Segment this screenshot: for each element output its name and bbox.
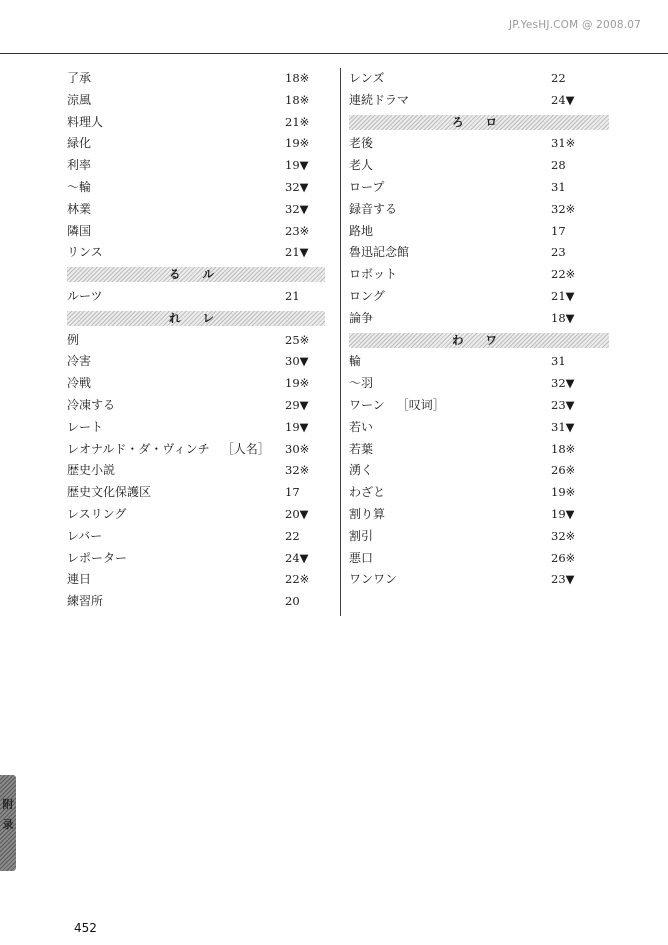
index-entry bbox=[349, 439, 609, 461]
header-rule bbox=[0, 53, 668, 54]
entry-term bbox=[349, 482, 385, 504]
index-entry bbox=[67, 155, 325, 177]
index-entry bbox=[349, 199, 609, 221]
index-entry bbox=[67, 330, 325, 352]
index-entry bbox=[67, 504, 325, 526]
entry-term bbox=[67, 199, 91, 221]
entry-page-ref: 17 bbox=[551, 223, 566, 238]
entry-term bbox=[349, 155, 373, 177]
entry-term-text: 冷戦 bbox=[67, 376, 92, 391]
section-header-label: わ ワ bbox=[349, 333, 609, 348]
entry-term bbox=[67, 460, 115, 482]
entry-page-ref: 23▼ bbox=[551, 397, 575, 412]
index-entry bbox=[349, 90, 609, 112]
entry-term bbox=[67, 330, 79, 352]
entry-term-text: ワンワン bbox=[349, 572, 398, 587]
entry-term bbox=[349, 373, 373, 395]
index-entry bbox=[67, 569, 325, 591]
entry-page-ref: 22 bbox=[551, 71, 566, 85]
entry-term bbox=[349, 133, 373, 155]
column-divider bbox=[340, 68, 341, 616]
index-entry bbox=[349, 373, 609, 395]
entry-page-ref: 24▼ bbox=[285, 550, 309, 565]
entry-page-ref: 23 bbox=[551, 245, 566, 260]
entry-term-text: レスリング bbox=[67, 506, 127, 521]
entry-page-ref: 19※ bbox=[285, 136, 310, 151]
page-number: 452 bbox=[74, 921, 97, 935]
entry-page-ref: 32※ bbox=[551, 528, 576, 543]
entry-page-ref: 18※ bbox=[285, 92, 310, 107]
index-entry bbox=[67, 548, 325, 570]
index-entry bbox=[67, 242, 325, 264]
entry-page-ref: 30※ bbox=[285, 441, 310, 456]
entry-term bbox=[349, 221, 373, 243]
entry-page-ref: 22※ bbox=[285, 572, 310, 587]
section-header-label: れ レ bbox=[67, 311, 325, 326]
entry-page-ref: 28 bbox=[551, 158, 566, 173]
entry-term-text: 歴史小説 bbox=[67, 463, 116, 478]
entry-term-text: 了承 bbox=[67, 71, 92, 85]
entry-page-ref: 31 bbox=[551, 354, 566, 369]
section-header bbox=[349, 330, 609, 352]
index-entry bbox=[349, 351, 609, 373]
entry-term bbox=[349, 264, 397, 286]
entry-term-text: 林業 bbox=[67, 201, 92, 216]
index-entry bbox=[349, 569, 609, 591]
entry-term-text: 若い bbox=[349, 419, 374, 434]
entry-page-ref: 32▼ bbox=[551, 376, 575, 391]
index-entry bbox=[349, 155, 609, 177]
entry-page-ref: 31 bbox=[551, 179, 566, 194]
entry-term bbox=[67, 155, 91, 177]
entry-term-text: 論争 bbox=[349, 310, 374, 325]
index-entry bbox=[67, 417, 325, 439]
index-entry bbox=[67, 68, 325, 90]
entry-page-ref: 23※ bbox=[285, 223, 310, 238]
side-tab-char: 附 bbox=[2, 798, 14, 811]
entry-page-ref: 32※ bbox=[551, 201, 576, 216]
entry-term bbox=[67, 526, 102, 548]
entry-term-text: 利率 bbox=[67, 158, 92, 173]
entry-term-text: 湧く bbox=[349, 463, 374, 478]
index-entry bbox=[349, 460, 609, 482]
index-entry bbox=[67, 351, 325, 373]
entry-term bbox=[349, 242, 409, 264]
entry-term bbox=[349, 569, 397, 591]
entry-term-text: 涼風 bbox=[67, 92, 92, 107]
entry-term-text: 緑化 bbox=[67, 136, 92, 151]
entry-term-text: 若葉 bbox=[349, 441, 374, 456]
entry-term-text: 老後 bbox=[349, 136, 374, 151]
entry-term-text: 料理人 bbox=[67, 114, 104, 129]
entry-term bbox=[67, 242, 103, 264]
entry-term-text: レポーター bbox=[67, 550, 128, 565]
index-entry bbox=[67, 221, 325, 243]
index-entry bbox=[67, 133, 325, 155]
index-entry bbox=[349, 526, 609, 548]
side-tab-char: 录 bbox=[2, 818, 14, 831]
entry-term bbox=[349, 68, 384, 90]
entry-page-ref: 19▼ bbox=[285, 158, 309, 173]
entry-term bbox=[67, 482, 151, 504]
entry-page-ref: 24▼ bbox=[551, 92, 575, 107]
index-entry bbox=[349, 395, 609, 417]
entry-term bbox=[67, 112, 103, 134]
entry-term bbox=[349, 439, 373, 461]
entry-term-text: 魯迅記念館 bbox=[349, 245, 410, 260]
index-entry bbox=[67, 460, 325, 482]
entry-page-ref: 21▼ bbox=[285, 245, 309, 260]
index-entry bbox=[67, 373, 325, 395]
entry-term bbox=[349, 526, 373, 548]
entry-term bbox=[349, 90, 409, 112]
entry-term bbox=[67, 221, 91, 243]
entry-term bbox=[349, 417, 373, 439]
entry-term-text: レバー bbox=[67, 528, 103, 543]
entry-page-ref: 20 bbox=[285, 594, 300, 609]
entry-term-text: わざと bbox=[349, 485, 386, 500]
entry-page-ref: 32▼ bbox=[285, 179, 309, 194]
entry-term bbox=[67, 548, 127, 570]
index-entry bbox=[349, 68, 609, 90]
entry-page-ref: 20▼ bbox=[285, 506, 309, 521]
entry-page-ref: 18※ bbox=[285, 71, 310, 85]
index-entry bbox=[67, 482, 325, 504]
entry-page-ref: 29▼ bbox=[285, 397, 309, 412]
entry-term-text: ～輪 bbox=[67, 179, 92, 194]
entry-term bbox=[67, 591, 103, 613]
index-entry bbox=[67, 177, 325, 199]
entry-term bbox=[67, 417, 103, 439]
entry-page-ref: 19※ bbox=[285, 376, 310, 391]
index-entry bbox=[349, 221, 609, 243]
index-entry bbox=[349, 264, 609, 286]
index-entry bbox=[349, 504, 609, 526]
section-header bbox=[67, 308, 325, 330]
entry-term-text: 歴史文化保護区 bbox=[67, 485, 152, 500]
entry-term bbox=[67, 286, 103, 308]
index-entry bbox=[67, 199, 325, 221]
entry-page-ref: 21▼ bbox=[551, 288, 575, 303]
entry-term bbox=[349, 504, 385, 526]
entry-term-text: 隣国 bbox=[67, 223, 92, 238]
index-entry bbox=[349, 482, 609, 504]
entry-term bbox=[67, 68, 91, 90]
entry-term-text: ～羽 bbox=[349, 376, 374, 391]
entry-page-ref: 31※ bbox=[551, 136, 576, 151]
entry-term-text: 例 bbox=[67, 332, 80, 347]
entry-page-ref: 17 bbox=[285, 485, 300, 500]
entry-term-text: 割り算 bbox=[349, 506, 386, 521]
entry-term bbox=[67, 569, 91, 591]
entry-term-text: 路地 bbox=[349, 223, 374, 238]
entry-term-text: 冷害 bbox=[67, 354, 92, 369]
index-entry bbox=[349, 548, 609, 570]
entry-term bbox=[349, 308, 373, 330]
entry-term-text: 録音する bbox=[349, 201, 398, 216]
index-entry bbox=[349, 286, 609, 308]
entry-term-text: ロング bbox=[349, 288, 385, 303]
entry-term bbox=[67, 395, 115, 417]
section-header bbox=[67, 264, 325, 286]
index-entry bbox=[349, 133, 609, 155]
entry-term bbox=[349, 286, 385, 308]
section-header bbox=[349, 112, 609, 134]
index-entry bbox=[67, 591, 325, 613]
entry-term-text: 輪 bbox=[349, 354, 362, 369]
side-tab-label bbox=[1, 795, 15, 835]
entry-page-ref: 26※ bbox=[551, 463, 576, 478]
entry-term bbox=[67, 90, 91, 112]
entry-page-ref: 22※ bbox=[551, 267, 576, 282]
entry-term-text: ロボット bbox=[349, 267, 398, 282]
entry-term bbox=[349, 395, 445, 417]
entry-term-text: 悪口 bbox=[349, 550, 374, 565]
entry-term bbox=[349, 351, 361, 373]
entry-term bbox=[67, 351, 91, 373]
entry-term-text: レオナルド・ダ・ヴィンチ bbox=[67, 441, 210, 456]
entry-page-ref: 21 bbox=[285, 288, 300, 303]
entry-term bbox=[67, 177, 91, 199]
entry-term bbox=[349, 177, 384, 199]
entry-page-ref: 25※ bbox=[285, 332, 310, 347]
entry-page-ref: 18※ bbox=[551, 441, 576, 456]
entry-term-text: 練習所 bbox=[67, 594, 104, 609]
site-watermark: JP.YesHJ.COM @ 2008.07 bbox=[508, 19, 641, 31]
entry-page-ref: 32※ bbox=[285, 463, 310, 478]
entry-page-ref: 22 bbox=[285, 528, 300, 543]
index-entry bbox=[67, 395, 325, 417]
entry-note: ［人名］ bbox=[221, 441, 270, 456]
entry-page-ref: 18▼ bbox=[551, 310, 575, 325]
entry-page-ref: 23▼ bbox=[551, 572, 575, 587]
entry-page-ref: 31▼ bbox=[551, 419, 575, 434]
section-header-label: る ル bbox=[67, 267, 325, 282]
entry-term-text: 老人 bbox=[349, 158, 374, 173]
entry-term-text: 冷凍する bbox=[67, 397, 116, 412]
entry-term-text: レンズ bbox=[349, 71, 385, 85]
entry-term bbox=[67, 133, 91, 155]
section-header-label: ろ ロ bbox=[349, 115, 609, 130]
entry-page-ref: 26※ bbox=[551, 550, 576, 565]
entry-term bbox=[67, 373, 91, 395]
entry-page-ref: 21※ bbox=[285, 114, 310, 129]
entry-term bbox=[349, 199, 397, 221]
entry-page-ref: 30▼ bbox=[285, 354, 309, 369]
index-entry bbox=[67, 286, 325, 308]
entry-note: ［叹词］ bbox=[396, 397, 445, 412]
entry-term bbox=[349, 460, 373, 482]
entry-term-text: ルーツ bbox=[67, 288, 103, 303]
index-entry bbox=[349, 308, 609, 330]
entry-page-ref: 19▼ bbox=[285, 419, 309, 434]
entry-term-text: 連続ドラマ bbox=[349, 92, 410, 107]
index-entry bbox=[349, 177, 609, 199]
entry-term-text: 割引 bbox=[349, 528, 374, 543]
entry-term-text: リンス bbox=[67, 245, 103, 260]
entry-term bbox=[67, 439, 270, 461]
entry-term bbox=[67, 504, 126, 526]
index-column-right bbox=[349, 68, 609, 591]
index-entry bbox=[67, 90, 325, 112]
entry-term-text: ロープ bbox=[349, 179, 385, 194]
entry-term-text: レート bbox=[67, 419, 104, 434]
index-entry bbox=[67, 439, 325, 461]
index-entry bbox=[349, 417, 609, 439]
index-entry bbox=[349, 242, 609, 264]
entry-term bbox=[349, 548, 373, 570]
entry-page-ref: 19※ bbox=[551, 485, 576, 500]
index-entry bbox=[67, 526, 325, 548]
entry-page-ref: 19▼ bbox=[551, 506, 575, 521]
index-column-left bbox=[67, 68, 325, 613]
entry-page-ref: 32▼ bbox=[285, 201, 309, 216]
index-entry bbox=[67, 112, 325, 134]
entry-term-text: 連日 bbox=[67, 572, 92, 587]
entry-term-text: ワーン bbox=[349, 397, 385, 412]
